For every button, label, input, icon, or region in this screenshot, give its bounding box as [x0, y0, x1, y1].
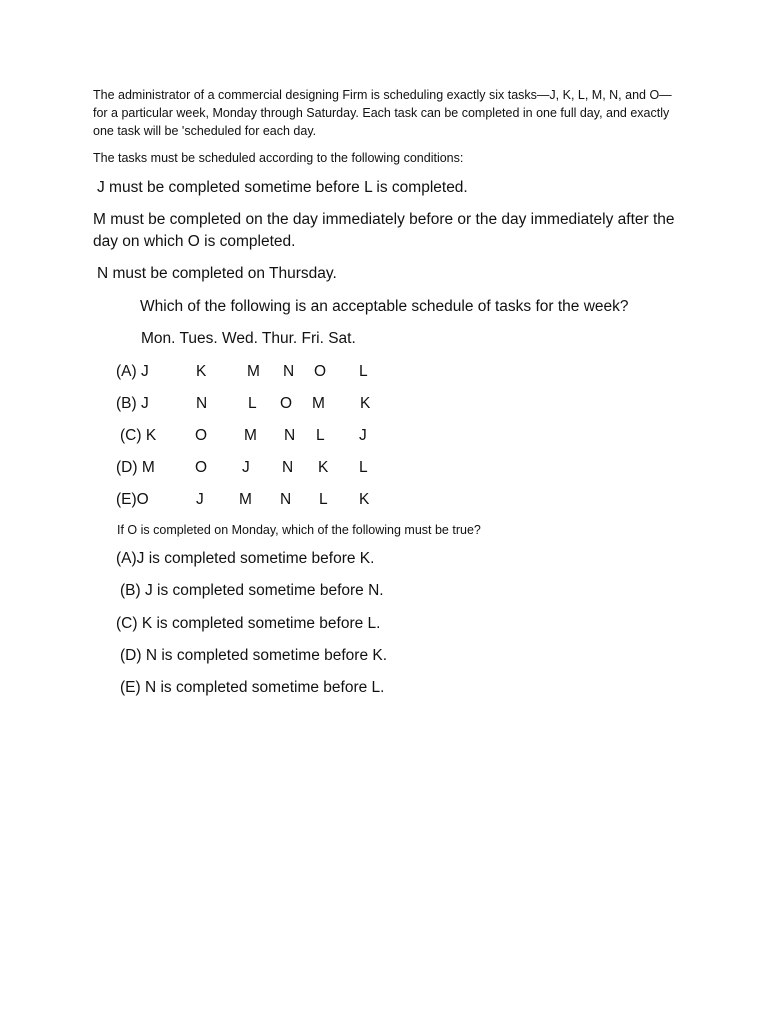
condition-2: M must be completed on the day immediately before or the day immediately after the day on which O is completed.	[93, 211, 675, 250]
question-2-prompt: If O is completed on Monday, which of the following must be true?	[117, 523, 481, 537]
option-e-task-sat: K	[359, 491, 370, 508]
option-b-task-wed: L	[248, 395, 257, 412]
option-c-task-thu: N	[284, 427, 296, 444]
option-c-task-fri: L	[316, 427, 325, 444]
option-e-task-wed: M	[239, 491, 252, 508]
q2-option-a: (A)J is completed sometime before K.	[116, 550, 375, 567]
option-c-label: (C) K	[120, 427, 157, 444]
option-e-task-tue: J	[196, 491, 204, 508]
option-d-task-wed: J	[242, 459, 250, 476]
q2-option-c: (C) K is completed sometime before L.	[116, 615, 381, 632]
condition-3: N must be completed on Thursday.	[97, 265, 337, 282]
option-c-task-tue: O	[195, 427, 208, 444]
option-a-task-thu: N	[283, 363, 295, 380]
days-header: Mon. Tues. Wed. Thur. Fri. Sat.	[141, 330, 356, 347]
option-a-label: (A) J	[116, 363, 149, 380]
option-d-task-thu: N	[282, 459, 294, 476]
conditions-intro: The tasks must be scheduled according to the following conditions:	[93, 151, 464, 165]
option-b-task-fri: M	[312, 395, 325, 412]
question-1-prompt: Which of the following is an acceptable schedule of tasks for the week?	[140, 298, 629, 315]
option-c-task-wed: M	[244, 427, 257, 444]
option-d-task-sat: L	[359, 459, 368, 476]
q2-option-d: (D) N is completed sometime before K.	[120, 647, 388, 664]
option-a-task-fri: O	[314, 363, 327, 380]
condition-1: J must be completed sometime before L is completed.	[97, 179, 468, 196]
option-b-task-thu: O	[280, 395, 293, 412]
option-b-task-sat: K	[360, 395, 371, 412]
q2-option-b: (B) J is completed sometime before N.	[120, 582, 384, 599]
option-d-label: (D) M	[116, 459, 155, 476]
option-b-task-tue: N	[196, 395, 208, 412]
option-d-task-fri: K	[318, 459, 329, 476]
option-c-task-sat: J	[359, 427, 367, 444]
option-e-task-thu: N	[280, 491, 292, 508]
intro-paragraph: The administrator of a commercial designing Firm is scheduling exactly six tasks—J, K, L, M, N, and O—for a particular week, Monday through Saturday. Each task can be completed in one full day, and exactly one task will be 'scheduled for each day.	[93, 88, 672, 138]
option-b-label: (B) J	[116, 395, 149, 412]
q2-option-e: (E) N is completed sometime before L.	[120, 679, 385, 696]
option-d-task-tue: O	[195, 459, 208, 476]
option-a-task-tue: K	[196, 363, 207, 380]
option-e-task-fri: L	[319, 491, 328, 508]
option-a-task-wed: M	[247, 363, 260, 380]
option-e-label: (E)O	[116, 491, 149, 508]
option-a-task-sat: L	[359, 363, 368, 380]
